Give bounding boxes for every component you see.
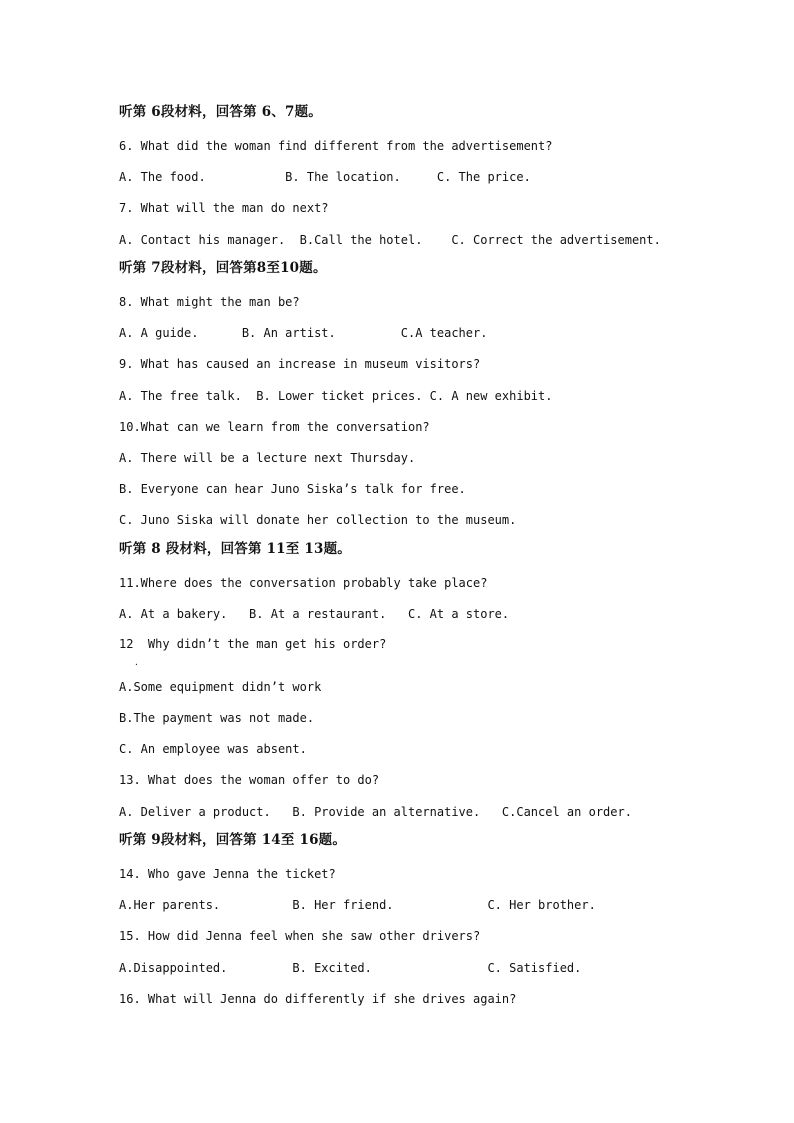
- question-8-stem: 8. What might the man be?: [119, 295, 300, 309]
- question-12-stem: 12 Why didn’t the man get his order?: [119, 637, 387, 651]
- question-9-options: A. The free talk. B. Lower ticket prices. C. A new exhibit.: [119, 389, 553, 403]
- question-10-stem: 10.What can we learn from the conversation?: [119, 420, 430, 434]
- question-16-stem: 16. What will Jenna do differently if she drives again?: [119, 992, 517, 1006]
- question-6-options: A. The food. B. The location. C. The price.: [119, 170, 531, 184]
- question-11-options: A. At a bakery. B. At a restaurant. C. At a store.: [119, 607, 510, 621]
- question-12-option-a: A.Some equipment didn’t work: [119, 680, 322, 694]
- question-11-stem: 11.Where does the conversation probably take place?: [119, 576, 488, 590]
- question-7-options: A. Contact his manager. B.Call the hotel. C. Correct the advertisement.: [119, 233, 661, 247]
- section-heading-9: 听第 9段材料，回答第 14至 16题。: [119, 832, 347, 848]
- question-12-option-b: B.The payment was not made.: [119, 711, 315, 725]
- question-10-option-b: B. Everyone can hear Juno Siska’s talk for free.: [119, 482, 466, 496]
- question-6-stem: 6. What did the woman find different from the advertisement?: [119, 139, 553, 153]
- question-7-stem: 7. What will the man do next?: [119, 201, 329, 215]
- section-heading-6: 听第 6段材料，回答第 6、7题。: [119, 104, 322, 120]
- question-12-stray-mark: .: [134, 658, 139, 667]
- question-9-stem: 9. What has caused an increase in museum visitors?: [119, 357, 481, 371]
- section-heading-7: 听第 7段材料，回答第8至10题。: [119, 260, 327, 276]
- question-13-options: A. Deliver a product. B. Provide an alternative. C.Cancel an order.: [119, 805, 632, 819]
- section-heading-8: 听第 8 段材料，回答第 11至 13题。: [119, 541, 351, 557]
- question-12-option-c: C. An employee was absent.: [119, 742, 307, 756]
- question-8-options: A. A guide. B. An artist. C.A teacher.: [119, 326, 488, 340]
- question-14-stem: 14. Who gave Jenna the ticket?: [119, 867, 336, 881]
- question-14-options: A.Her parents. B. Her friend. C. Her brother.: [119, 898, 596, 912]
- question-15-options: A.Disappointed. B. Excited. C. Satisfied.: [119, 961, 582, 975]
- question-10-option-c: C. Juno Siska will donate her collection to the museum.: [119, 513, 517, 527]
- question-13-stem: 13. What does the woman offer to do?: [119, 773, 380, 787]
- question-15-stem: 15. How did Jenna feel when she saw other drivers?: [119, 929, 481, 943]
- question-10-option-a: A. There will be a lecture next Thursday.: [119, 451, 416, 465]
